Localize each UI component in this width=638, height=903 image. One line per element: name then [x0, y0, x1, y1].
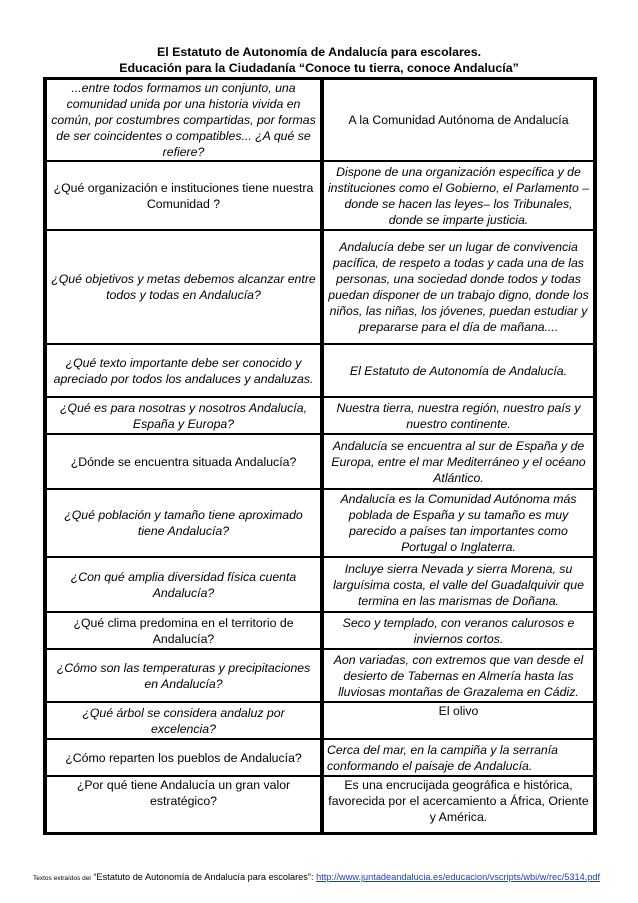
table-row: [45, 434, 595, 489]
question-cell: ¿Qué clima predomina en el territorio de Andalucía?: [45, 612, 322, 649]
table-row: [45, 557, 595, 612]
question-cell: ¿Con qué amplia diversidad física cuenta Andalucía?: [45, 557, 322, 612]
answer-cell: A la Comunidad Autónoma de Andalucía: [322, 79, 595, 162]
page-title: El Estatuto de Autonomía de Andalucía para escolares.: [156, 45, 482, 59]
question-cell: ¿Por qué tiene Andalucía un gran valor estratégico?: [45, 776, 322, 833]
footer: [33, 872, 600, 882]
question-cell: ¿Qué organización e instituciones tiene nuestra Comunidad ?: [45, 161, 322, 230]
table-row: [45, 79, 595, 162]
answer-cell: Es una encrucijada geográfica e histórica, favorecida por el acercamiento a África, Oriente y América.: [322, 776, 595, 833]
question-cell: ¿Qué es para nosotras y nosotros Andalucía, España y Europa?: [45, 397, 322, 434]
footer-source: “Estatuto de Autonomía de Andalucía para escolares”:: [93, 872, 314, 882]
answer-cell: Andalucía debe ser un lugar de convivencia pacífica, de respeto a todas y cada una de las personas, una sociedad donde todos y todas puedan disponer de un trabajo digno, donde los niños, las niñas, los jóvenes, puedan estudiar y prepararse para el día de mañana....: [322, 230, 595, 344]
qa-table: [43, 77, 597, 835]
answer-cell: Incluye sierra Nevada y sierra Morena, su larguísima costa, el valle del Guadalquivir que termina en las marismas de Doñana.: [322, 557, 595, 612]
answer-cell: Aon variadas, con extremos que van desde el desierto de Tabernas en Almería hasta las lluviosas montañas de Grazalema en Cádiz.: [322, 649, 595, 702]
table-row: [45, 230, 595, 344]
question-cell: ¿Dónde se encuentra situada Andalucía?: [45, 434, 322, 489]
answer-cell: Nuestra tierra, nuestra región, nuestro país y nuestro continente.: [322, 397, 595, 434]
table-row: [45, 739, 595, 776]
question-cell: ...entre todos formamos un conjunto, una comunidad unida por una historia vivida en común, por costumbres compartidas, por formas de ser coincidentes o compatibles... ¿A qué se refiere?: [45, 79, 322, 162]
footer-prefix: Textos extraídos del: [33, 875, 91, 882]
answer-cell: Andalucía es la Comunidad Autónoma más poblada de España y su tamaño es muy parecido a países tan importantes como Portugal o Inglaterra.: [322, 489, 595, 557]
source-link[interactable]: http://www.juntadeandalucia.es/educacion/vscripts/wbi/w/rec/5314.pdf: [316, 872, 601, 882]
answer-cell: El Estatuto de Autonomía de Andalucía.: [322, 344, 595, 397]
question-cell: ¿Cómo son las temperaturas y precipitaciones en Andalucía?: [45, 649, 322, 702]
table-row: [45, 776, 595, 833]
answer-cell: Dispone de una organización específica y de instituciones como el Gobierno, el Parlamento –donde se hacen las leyes– los Tribunales, donde se imparte justicia.: [322, 161, 595, 230]
answer-cell: Seco y templado, con veranos calurosos e inviernos cortos.: [322, 612, 595, 649]
answer-cell: El olivo: [322, 702, 595, 739]
question-cell: ¿Cómo reparten los pueblos de Andalucía?: [45, 739, 322, 776]
answer-cell: Andalucía se encuentra al sur de España y de Europa, entre el mar Mediterráneo y el océano Atlántico.: [322, 434, 595, 489]
question-cell: ¿Qué objetivos y metas debemos alcanzar entre todos y todas en Andalucía?: [45, 230, 322, 344]
table-row: [45, 489, 595, 557]
table-row: [45, 649, 595, 702]
answer-cell: Cerca del mar, en la campiña y la serranía conformando el paisaje de Andalucía.: [322, 739, 595, 776]
table-row: [45, 344, 595, 397]
question-cell: ¿Qué texto importante debe ser conocido y apreciado por todos los andaluces y andaluzas.: [45, 344, 322, 397]
question-cell: ¿Qué población y tamaño tiene aproximado tiene Andalucía?: [45, 489, 322, 557]
table-row: [45, 397, 595, 434]
question-cell: ¿Qué árbol se considera andaluz por excelencia?: [45, 702, 322, 739]
page-subtitle: Educación para la Ciudadanía “Conoce tu tierra, conoce Andalucía”: [119, 61, 519, 75]
page-header: [0, 44, 638, 76]
table-row: [45, 612, 595, 649]
table-row: [45, 702, 595, 739]
table-row: [45, 161, 595, 230]
